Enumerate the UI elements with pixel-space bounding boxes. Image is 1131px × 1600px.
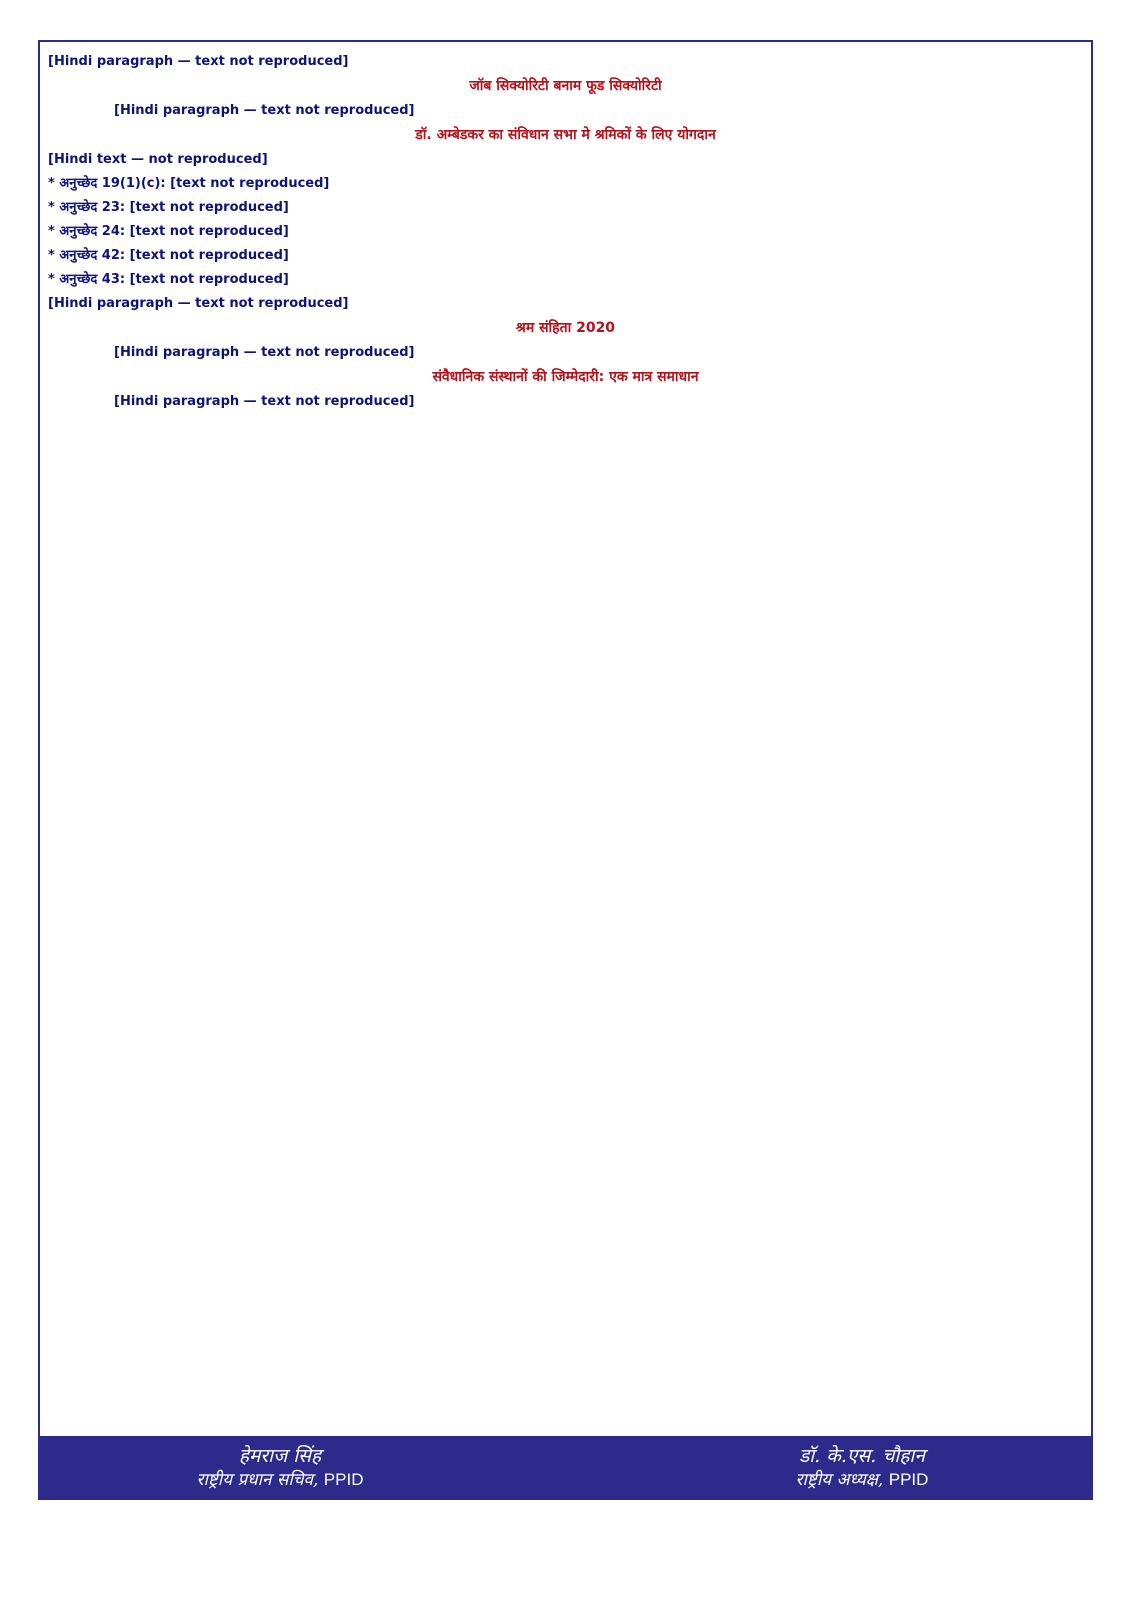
signatory-name-left: हेमराज सिंह	[238, 1445, 322, 1467]
heading-ambedkar-contribution: डॉ. अम्बेडकर का संविधान सभा मे श्रमिकों के लिए योगदान	[415, 127, 716, 143]
signatory-org-right: PPID	[888, 1470, 929, 1489]
article-bullet-42: * अनुच्छेद 42: [text not reproduced]	[48, 248, 289, 263]
article-bullet-19: * अनुच्छेद 19(1)(c): [text not reproduced]	[48, 176, 330, 191]
intro-paragraph: [Hindi paragraph — text not reproduced]	[48, 54, 349, 69]
signatory-name-right: डॉ. के.एस. चौहान	[799, 1445, 925, 1467]
labour-code-paragraph: [Hindi paragraph — text not reproduced]	[114, 345, 415, 360]
signature-right	[732, 1444, 992, 1492]
ambedkar-paragraph: [Hindi paragraph — text not reproduced]	[48, 296, 349, 311]
signatory-org-left: PPID	[323, 1470, 364, 1489]
job-security-paragraph: [Hindi paragraph — text not reproduced]	[114, 103, 415, 118]
article-bullet-23: * अनुच्छेद 23: [text not reproduced]	[48, 200, 289, 215]
heading-constitutional-institutions: संवैधानिक संस्थानों की जिम्मेदारी: एक मात्र समाधान	[432, 369, 699, 385]
signatory-title-right: राष्ट्रीय अध्यक्ष,	[795, 1470, 884, 1490]
constitutional-institutions-paragraph: [Hindi paragraph — text not reproduced]	[114, 394, 415, 409]
heading-job-security: जॉब सिक्योरिटी बनाम फूड सिक्योरिटी	[469, 78, 662, 94]
signatory-title-left: राष्ट्रीय प्रधान सचिव,	[196, 1470, 319, 1490]
article-bullet-43: * अनुच्छेद 43: [text not reproduced]	[48, 272, 289, 287]
article-body	[48, 50, 1083, 414]
heading-labour-code: श्रम संहिता 2020	[515, 320, 616, 336]
ambedkar-intro: [Hindi text — not reproduced]	[48, 152, 268, 167]
signature-left	[150, 1444, 410, 1492]
signature-footer	[38, 1436, 1093, 1500]
article-bullet-24: * अनुच्छेद 24: [text not reproduced]	[48, 224, 289, 239]
